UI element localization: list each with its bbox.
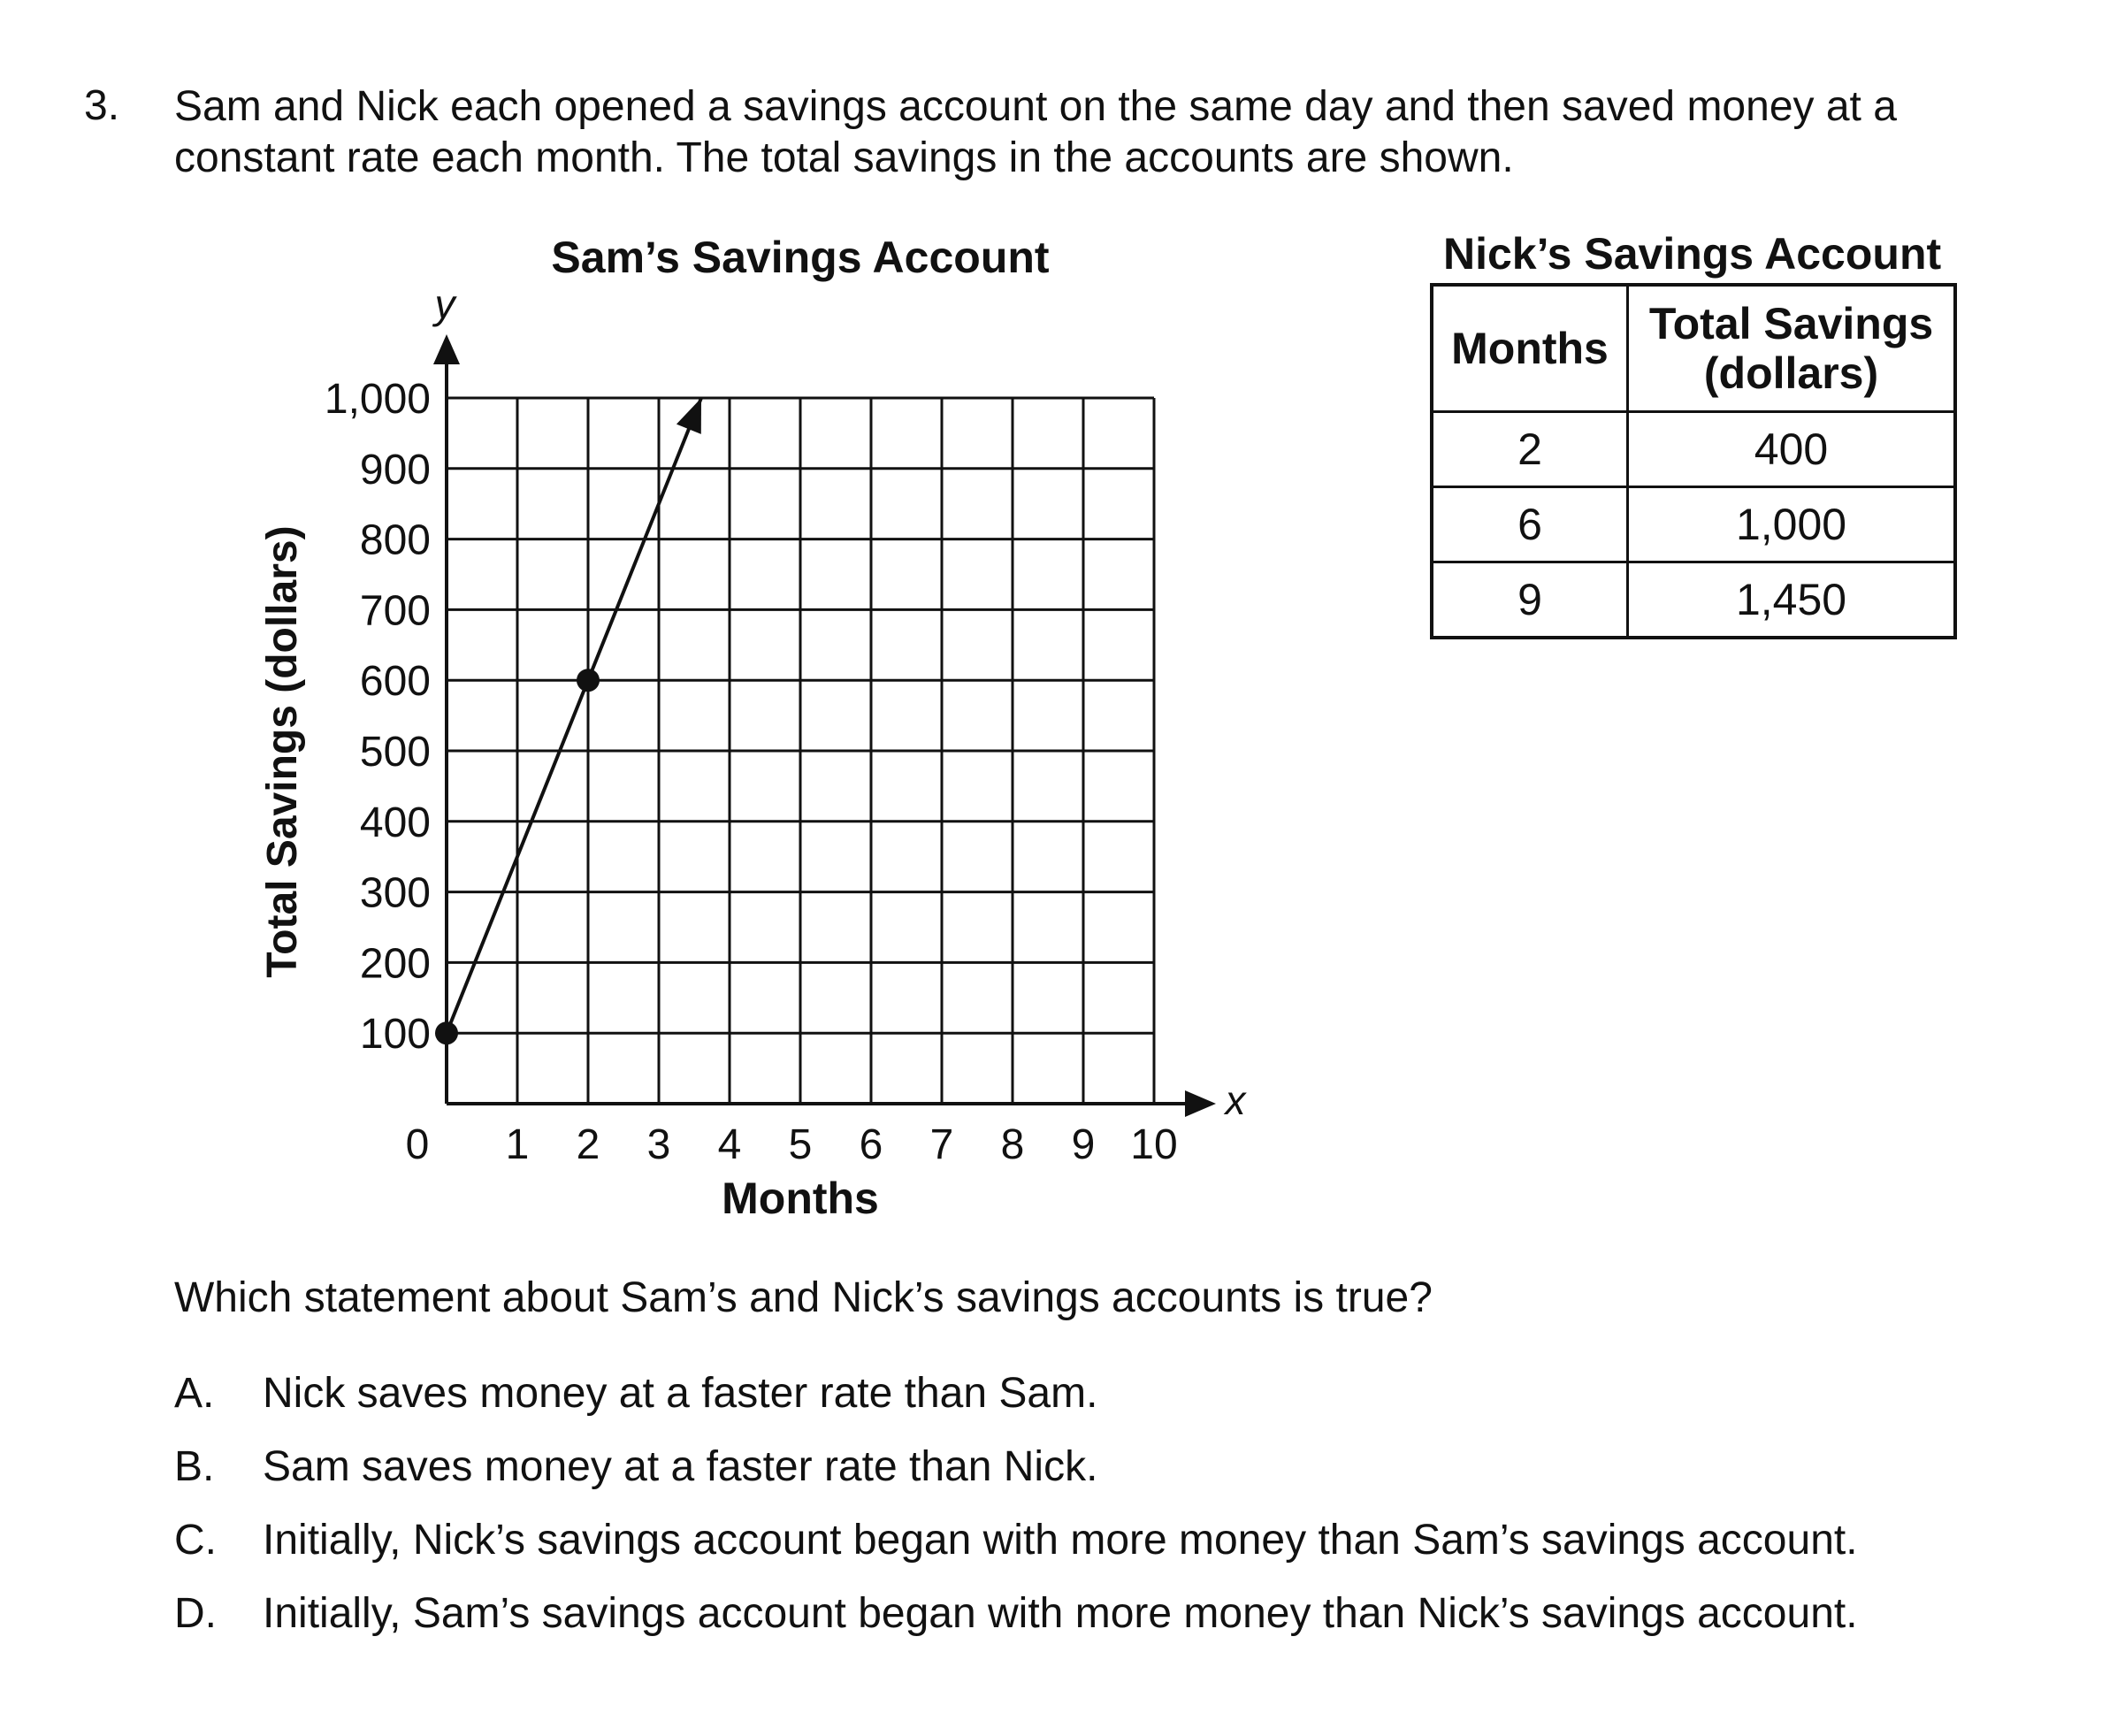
y-tick-label: 400 (359, 799, 431, 846)
question-stem: Sam and Nick each opened a savings account on the same day and then saved money at a constant rate each month. The total savings in the accounts are shown. (174, 83, 1897, 181)
y-tick-label: 700 (359, 587, 431, 635)
option-letter: D. (174, 1590, 217, 1637)
x-tick-label: 3 (646, 1121, 671, 1168)
x-tick-label: 0 (405, 1121, 430, 1168)
y-axis-label: Total Savings (dollars) (259, 525, 306, 978)
table-row (1432, 562, 1955, 639)
option-text: Sam saves money at a faster rate than Nick. (263, 1443, 1098, 1490)
data-point (435, 1021, 458, 1044)
x-tick-label: 5 (788, 1121, 813, 1168)
x-axis-label: Months (722, 1174, 879, 1223)
y-tick-label: 800 (359, 516, 431, 564)
data-point (577, 669, 600, 692)
option-b[interactable] (174, 1442, 1097, 1491)
option-text: Initially, Sam’s savings account began with more money than Nick’s savings account. (263, 1590, 1858, 1637)
option-text: Nick saves money at a faster rate than Sam. (263, 1370, 1098, 1417)
option-d[interactable] (174, 1589, 1858, 1638)
nick-table-title: Nick’s Savings Account (1443, 229, 1942, 279)
question-prompt: Which statement about Sam’s and Nick’s savings accounts is true? (174, 1274, 1433, 1321)
x-tick-label: 2 (576, 1121, 600, 1168)
x-axis-letter: x (1225, 1077, 1246, 1123)
x-tick-label: 4 (717, 1121, 742, 1168)
series-arrow-icon (676, 398, 701, 434)
table-cell: 2 (1432, 412, 1628, 487)
y-axis-letter: y (434, 281, 455, 327)
table-cell: 400 (1628, 412, 1956, 487)
x-tick-label: 8 (1000, 1121, 1025, 1168)
table-header-months: Months (1432, 285, 1628, 412)
option-c[interactable] (174, 1516, 1858, 1564)
nick-savings-table (1430, 283, 1957, 639)
x-tick-label: 1 (505, 1121, 530, 1168)
option-letter: B. (174, 1443, 215, 1490)
table-cell: 1,450 (1628, 562, 1956, 639)
option-letter: C. (174, 1517, 217, 1564)
y-tick-label: 1,000 (324, 376, 431, 423)
x-tick-label: 9 (1071, 1121, 1096, 1168)
y-tick-label: 900 (359, 446, 431, 493)
option-text: Initially, Nick’s savings account began with more money than Sam’s savings account. (263, 1517, 1858, 1564)
series-line (447, 398, 701, 1033)
table-row (1432, 487, 1955, 562)
y-tick-label: 500 (359, 729, 431, 776)
table-header-total-savings: Total Savings (dollars) (1628, 285, 1956, 412)
table-cell: 9 (1432, 562, 1628, 639)
option-a[interactable] (174, 1369, 1097, 1418)
question-number: 3. (84, 82, 120, 129)
table-cell: 1,000 (1628, 487, 1956, 562)
option-letter: A. (174, 1370, 215, 1417)
table-row (1432, 412, 1955, 487)
x-tick-label: 7 (929, 1121, 954, 1168)
y-tick-label: 200 (359, 940, 431, 988)
x-tick-label: 10 (1130, 1121, 1178, 1168)
table-cell: 6 (1432, 487, 1628, 562)
x-tick-label: 6 (859, 1121, 883, 1168)
chart-title: Sam’s Savings Account (551, 233, 1050, 282)
y-tick-label: 100 (359, 1011, 431, 1059)
y-axis-arrow-icon (433, 334, 460, 364)
x-axis-arrow-icon (1185, 1090, 1216, 1117)
y-tick-label: 600 (359, 658, 431, 706)
y-tick-label: 300 (359, 869, 431, 917)
